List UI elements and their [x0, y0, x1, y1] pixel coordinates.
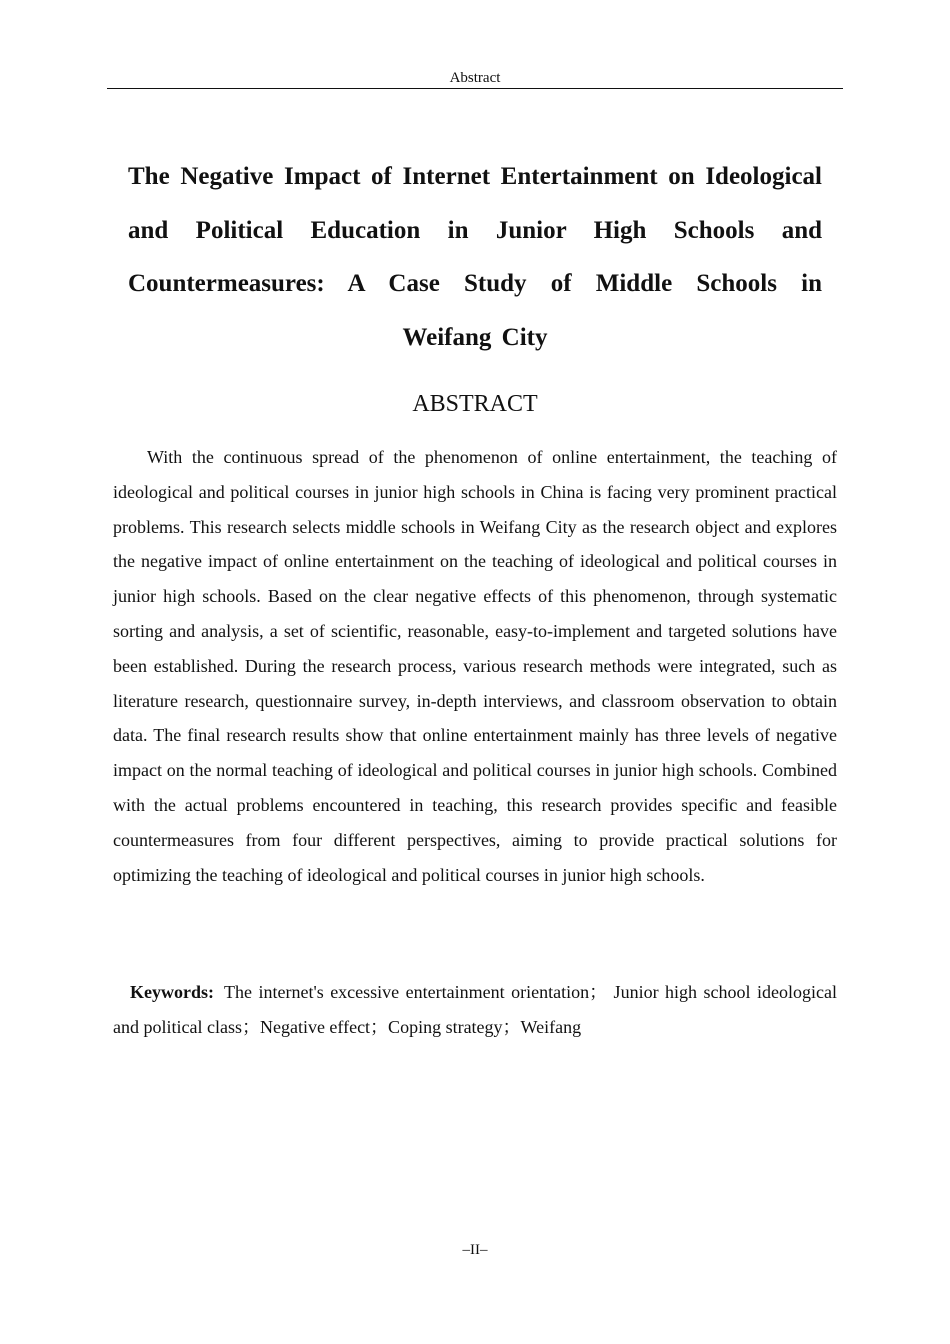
running-header: Abstract [449, 70, 501, 86]
keywords-paragraph [113, 975, 837, 1045]
abstract-heading: ABSTRACT [412, 391, 538, 417]
header-divider [107, 88, 843, 89]
keywords-text: The internet's excessive entertainment orientation； Junior high school ideological and political class；Negative effect；Coping strategy；Weifang [113, 982, 837, 1037]
paper-title: The Negative Impact of Internet Entertainment on Ideological and Political Education in Junior High Schools and Countermeasures: A Case Study of Middle Schools in Weifang City [128, 163, 822, 351]
abstract-body: With the continuous spread of the phenomenon of online entertainment, the teaching of ideological and political courses in junior high schools in China is facing very prominent practical problems. This research selects middle schools in Weifang City as the research object and explores the negative impact of online entertainment on the teaching of ideological and political courses in junior high schools. Based on the clear negative effects of this phenomenon, through systematic sorting and analysis, a set of scientific, reasonable, easy-to-implement and targeted solutions have been established. During the research process, various research methods were integrated, such as literature research, questionnaire survey, in-depth interviews, and classroom observation to obtain data. The final research results show that online entertainment mainly has three levels of negative impact on the normal teaching of ideological and political courses in junior high schools. Combined with the actual problems encountered in teaching, this research provides specific and feasible countermeasures from four different perspectives, aiming to provide practical solutions for optimizing the teaching of ideological and political courses in junior high schools. [113, 447, 837, 885]
keywords-label: Keywords: [130, 982, 214, 1002]
page-number: –II– [462, 1242, 488, 1258]
